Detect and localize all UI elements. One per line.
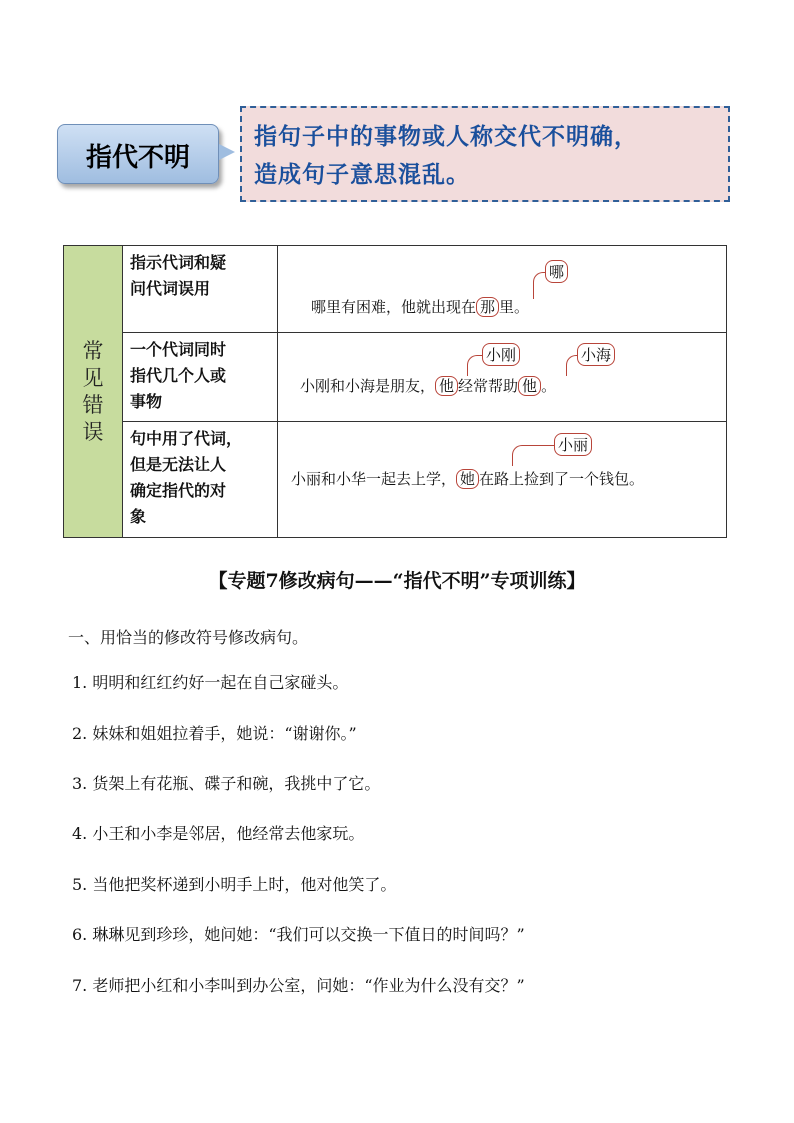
marked-word: 那 xyxy=(476,297,499,317)
definition-line-1: 指句子中的事物或人称交代不明确， xyxy=(254,123,638,150)
exercise-item: 6. 琳琳见到珍珍，她问她：“我们可以交换一下值日的时间吗？” xyxy=(72,925,525,944)
annotation-connector xyxy=(467,355,483,376)
category-cell: 指示代词和疑 问代词误用 xyxy=(122,246,278,332)
side-label: 常 见 错 误 xyxy=(82,339,104,444)
annotation-connector xyxy=(512,445,555,466)
annotation: 小丽 xyxy=(554,433,592,456)
exercise-item: 1. 明明和红红约好一起在自己家碰头。 xyxy=(72,673,349,692)
category-cell: 一个代词同时 指代几个人或 事物 xyxy=(122,333,278,421)
annotation: 小刚 xyxy=(482,343,520,366)
category-cell: 句中用了代词， 但是无法让人 确定指代的对 象 xyxy=(122,422,278,537)
annotation: 小海 xyxy=(577,343,615,366)
side-label-cell xyxy=(64,246,123,537)
exercise-item: 5. 当他把奖杯递到小明手上时，他对他笑了。 xyxy=(72,875,397,894)
example-sentence: 小丽和小华一起去上学， 她 在路上捡到了一个钱包。 xyxy=(291,470,645,488)
definition-box xyxy=(240,106,730,202)
marked-word: 她 xyxy=(456,469,479,489)
common-errors-table xyxy=(63,245,727,538)
annotation-connector xyxy=(533,272,546,299)
arrow-right-icon xyxy=(219,144,235,160)
exercise-item: 3. 货架上有花瓶、碟子和碗，我挑中了它。 xyxy=(72,774,381,793)
page-title: 【专题7修改病句——“指代不明”专项训练】 xyxy=(208,570,586,592)
example-sentence: 小刚和小海是朋友， 他 经常帮助 他 。 xyxy=(300,377,557,395)
marked-word: 他 xyxy=(518,376,541,396)
section-heading: 一、用恰当的修改符号修改病句。 xyxy=(68,628,309,647)
exercise-item: 4. 小王和小李是邻居，他经常去他家玩。 xyxy=(72,824,365,843)
topic-tag xyxy=(57,124,219,184)
exercise-item: 7. 老师把小红和小李叫到办公室，问她：“作业为什么没有交？” xyxy=(72,976,525,995)
example-sentence: 哪里有困难，他就出现在 那 里。 xyxy=(311,298,530,316)
annotation-connector xyxy=(566,355,578,376)
exercise-item: 2. 妹妹和姐姐拉着手，她说：“谢谢你。” xyxy=(72,724,357,743)
annotation: 哪 xyxy=(545,260,568,283)
definition-line-2: 造成句子意思混乱。 xyxy=(254,161,470,188)
marked-word: 他 xyxy=(435,376,458,396)
topic-tag-label: 指代不明 xyxy=(85,143,190,173)
